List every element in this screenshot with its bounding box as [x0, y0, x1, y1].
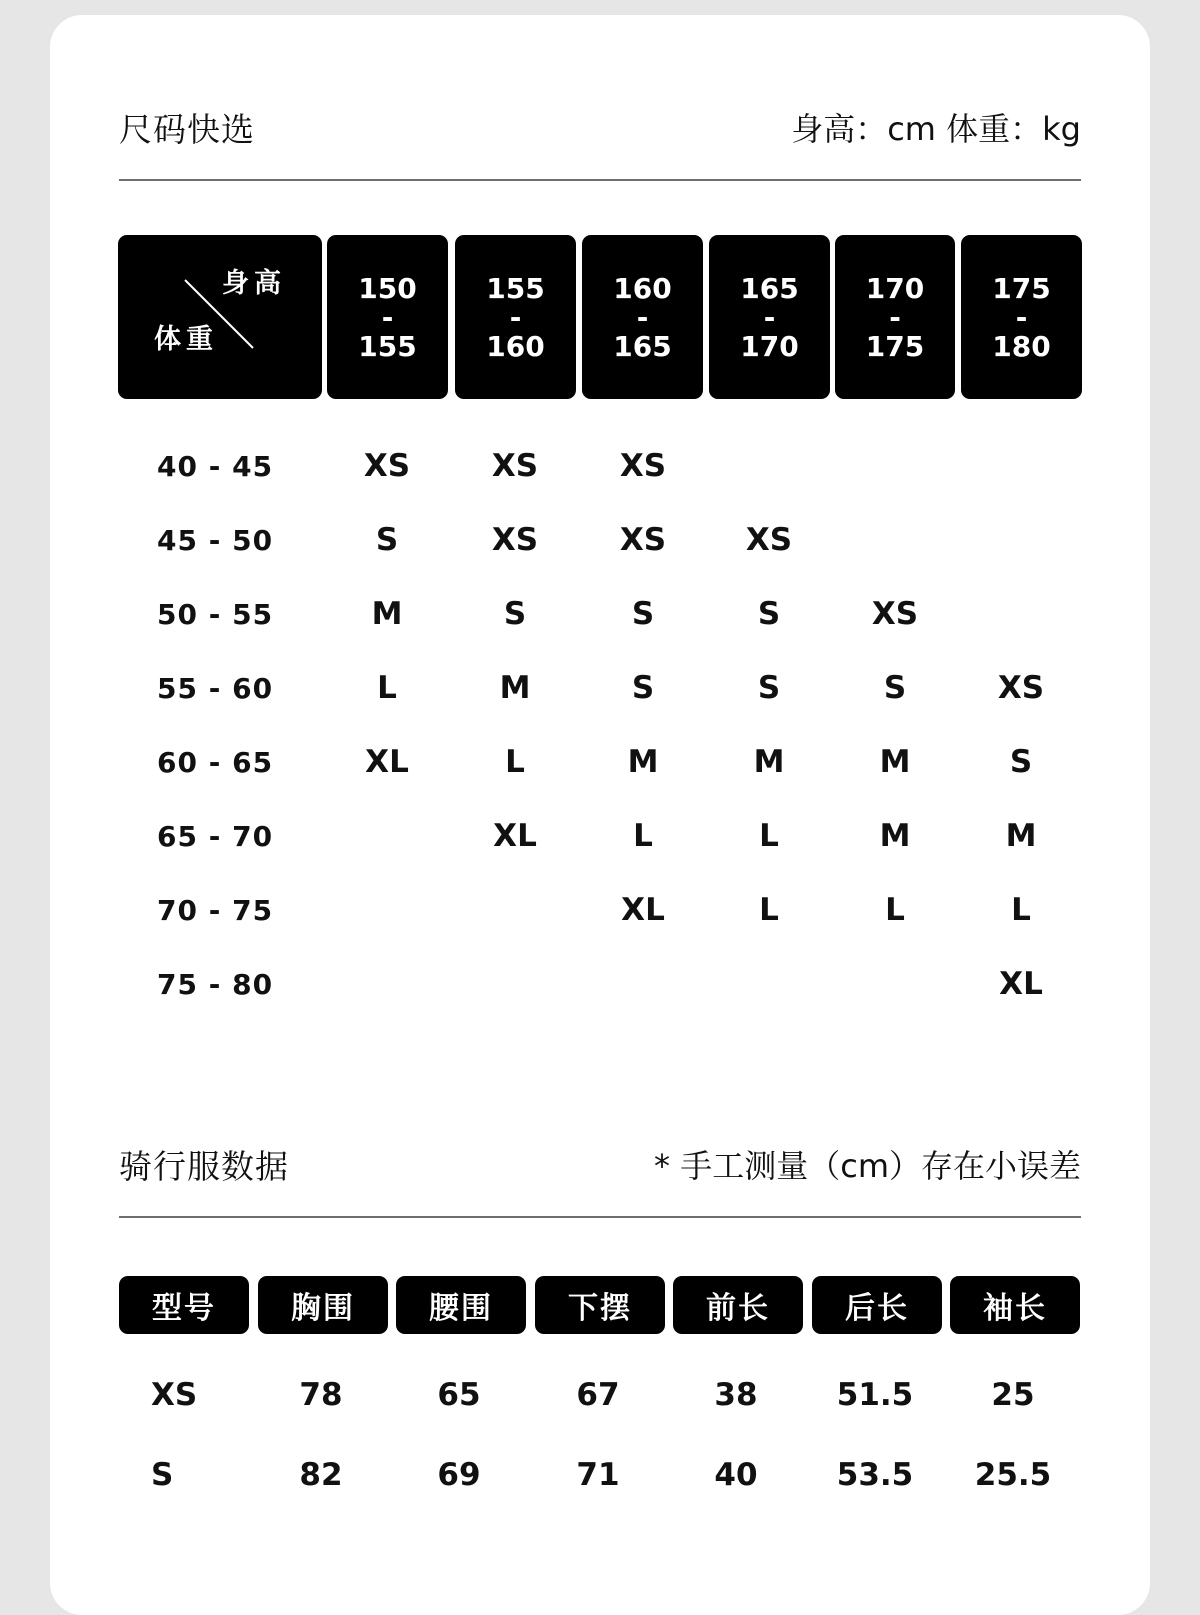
- jersey-measurement-cell: 38: [714, 1377, 758, 1413]
- height-range-from: 175: [992, 271, 1051, 305]
- height-range-sep: -: [381, 300, 394, 334]
- size-cell: XS: [619, 522, 667, 558]
- jersey-measurement-cell: 51.5: [836, 1377, 914, 1413]
- size-cell: XL: [621, 892, 665, 928]
- height-range-sep: -: [636, 300, 649, 334]
- weight-range-label: 70 - 75: [157, 894, 274, 927]
- size-cell: XS: [745, 522, 793, 558]
- size-cell: M: [1005, 818, 1037, 854]
- height-range-from: 150: [358, 271, 417, 305]
- size-cell: S: [375, 522, 399, 558]
- jersey-column-header: 袖长: [950, 1276, 1080, 1334]
- height-range-sep: -: [1015, 300, 1028, 334]
- height-range-to: 175: [865, 329, 925, 363]
- height-range-header: [582, 235, 703, 399]
- jersey-measurement-cell: 69: [437, 1457, 481, 1493]
- height-range-to: 155: [358, 329, 417, 363]
- weight-range-label: 60 - 65: [157, 746, 274, 779]
- size-cell: L: [759, 818, 779, 854]
- size-cell: XS: [619, 448, 667, 484]
- size-cell: S: [503, 596, 527, 632]
- height-range-to: 180: [992, 329, 1051, 363]
- weight-range-label: 75 - 80: [157, 968, 274, 1001]
- size-cell: S: [757, 596, 781, 632]
- weight-range-label: 55 - 60: [157, 672, 274, 705]
- height-range-header: [327, 235, 448, 399]
- size-cell: L: [505, 744, 525, 780]
- size-cell: XL: [365, 744, 409, 780]
- corner-height-label: 身高: [222, 268, 286, 299]
- size-cell: XS: [997, 670, 1045, 706]
- size-cell: M: [371, 596, 403, 632]
- height-range-from: 170: [865, 271, 925, 305]
- height-range-to: 160: [486, 329, 545, 363]
- jersey-column-header: 腰围: [396, 1276, 526, 1334]
- jersey-column-header: 后长: [812, 1276, 942, 1334]
- size-cell: XS: [491, 448, 539, 484]
- quick-select-title: 尺码快选: [119, 109, 255, 149]
- size-cell: S: [631, 596, 655, 632]
- jersey-column-header: 下摆: [535, 1276, 665, 1334]
- size-cell: XS: [491, 522, 539, 558]
- height-range-sep: -: [889, 300, 901, 334]
- corner-weight-label: 体重: [154, 324, 218, 355]
- height-range-header: [709, 235, 830, 399]
- jersey-measurement-cell: 40: [714, 1457, 758, 1493]
- jersey-data-header: [119, 1134, 1081, 1194]
- jersey-measurement-cell: 25: [991, 1377, 1035, 1413]
- size-cell: L: [885, 892, 905, 928]
- size-cell: M: [499, 670, 531, 706]
- jersey-measurement-cell: 25.5: [974, 1457, 1052, 1493]
- size-cell: XS: [363, 448, 411, 484]
- height-range-header: [835, 235, 955, 399]
- size-cell: L: [759, 892, 779, 928]
- units-note: 身高：cm 体重：kg: [791, 110, 1081, 148]
- size-cell: M: [627, 744, 659, 780]
- quick-select-divider: [119, 179, 1081, 181]
- height-range-from: 160: [613, 271, 672, 305]
- measurement-note: * 手工测量（cm）存在小误差: [654, 1147, 1081, 1185]
- jersey-measurement-cell: 67: [576, 1377, 620, 1413]
- size-cell: L: [377, 670, 397, 706]
- height-range-header: [961, 235, 1082, 399]
- height-range-to: 165: [613, 329, 672, 363]
- weight-range-label: 45 - 50: [157, 524, 274, 557]
- size-cell: L: [633, 818, 653, 854]
- diagonal-divider-icon: [118, 235, 322, 399]
- size-cell: M: [753, 744, 785, 780]
- jersey-size-label: S: [151, 1457, 174, 1493]
- quick-select-header: [119, 97, 1081, 157]
- size-cell: XS: [871, 596, 919, 632]
- jersey-measurement-cell: 53.5: [836, 1457, 914, 1493]
- size-cell: S: [757, 670, 781, 706]
- weight-range-label: 50 - 55: [157, 598, 274, 631]
- size-cell: XL: [493, 818, 537, 854]
- jersey-column-header: 型号: [119, 1276, 249, 1334]
- size-cell: S: [1009, 744, 1033, 780]
- size-cell: XL: [999, 966, 1043, 1002]
- height-range-from: 155: [486, 271, 545, 305]
- jersey-measurement-cell: 65: [437, 1377, 481, 1413]
- jersey-size-label: XS: [151, 1377, 198, 1413]
- jersey-measurement-cell: 71: [576, 1457, 620, 1493]
- height-range-header: [455, 235, 576, 399]
- jersey-data-divider: [119, 1216, 1081, 1218]
- size-cell: M: [879, 744, 911, 780]
- weight-range-label: 40 - 45: [157, 450, 274, 483]
- height-range-to: 170: [740, 329, 799, 363]
- jersey-measurement-cell: 78: [299, 1377, 343, 1413]
- jersey-data-title: 骑行服数据: [119, 1146, 289, 1186]
- size-cell: L: [1011, 892, 1031, 928]
- size-cell: S: [883, 670, 907, 706]
- jersey-column-header: 胸围: [258, 1276, 388, 1334]
- height-range-sep: -: [763, 300, 776, 334]
- height-range-sep: -: [509, 300, 522, 334]
- jersey-measurement-cell: 82: [299, 1457, 343, 1493]
- table-corner-cell: [118, 235, 322, 399]
- size-cell: M: [879, 818, 911, 854]
- jersey-column-header: 前长: [673, 1276, 803, 1334]
- size-cell: S: [631, 670, 655, 706]
- height-range-from: 165: [740, 271, 799, 305]
- weight-range-label: 65 - 70: [157, 820, 274, 853]
